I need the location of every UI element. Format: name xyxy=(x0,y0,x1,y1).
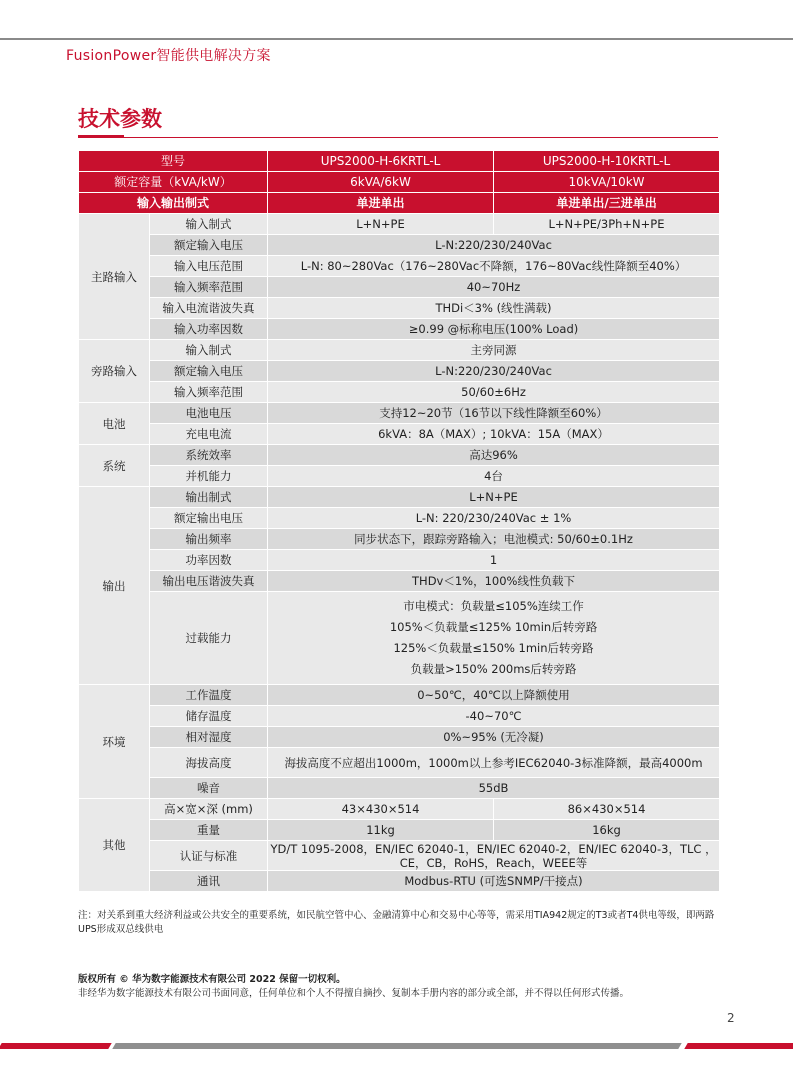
row-value: 0%~95% (无冷凝) xyxy=(268,727,720,748)
row-label: 输入功率因数 xyxy=(150,319,268,340)
table-row xyxy=(79,685,720,706)
io-label: 输入输出制式 xyxy=(79,193,268,214)
row-value: 高达96% xyxy=(268,445,720,466)
header-model-label: 型号 xyxy=(79,151,268,172)
row-value: L-N: 220/230/240Vac ± 1% xyxy=(268,508,720,529)
row-value: 主旁同源 xyxy=(268,340,720,361)
category-other: 其他 xyxy=(79,799,150,892)
row-label: 认证与标准 xyxy=(150,841,268,871)
table-row xyxy=(79,550,720,571)
row-label: 输入频率范围 xyxy=(150,382,268,403)
table-row xyxy=(79,361,720,382)
table-row xyxy=(79,340,720,361)
row-label: 相对湿度 xyxy=(150,727,268,748)
table-row xyxy=(79,820,720,841)
row-label: 输入制式 xyxy=(150,214,268,235)
row-label: 输出频率 xyxy=(150,529,268,550)
table-row xyxy=(79,235,720,256)
overload-line: 125%＜负载量≤150% 1min后转旁路 xyxy=(393,641,594,655)
table-row xyxy=(79,256,720,277)
table-row xyxy=(79,466,720,487)
row-label: 高×宽×深 (mm) xyxy=(150,799,268,820)
row-label: 重量 xyxy=(150,820,268,841)
category-bypass-input: 旁路输入 xyxy=(79,340,150,403)
category-environment: 环境 xyxy=(79,685,150,799)
table-row xyxy=(79,298,720,319)
table-row xyxy=(79,445,720,466)
table-row xyxy=(79,706,720,727)
row-value: 1 xyxy=(268,550,720,571)
row-label: 输入电压范围 xyxy=(150,256,268,277)
row-value: ≥0.99 @标称电压(100% Load) xyxy=(268,319,720,340)
row-value: THDi＜3% (线性满载) xyxy=(268,298,720,319)
row-value-b: 16kg xyxy=(494,820,720,841)
table-row xyxy=(79,403,720,424)
row-label: 海拔高度 xyxy=(150,748,268,778)
row-value: 同步状态下，跟踪旁路输入；电池模式: 50/60±0.1Hz xyxy=(268,529,720,550)
title-rule xyxy=(78,137,718,138)
row-value: THDv＜1%，100%线性负载下 xyxy=(268,571,720,592)
table-row xyxy=(79,871,720,892)
copyright-line: 版权所有 © 华为数字能源技术有限公司 2022 保留一切权利。 xyxy=(78,974,346,985)
row-value: -40~70℃ xyxy=(268,706,720,727)
table-row xyxy=(79,382,720,403)
table-row xyxy=(79,778,720,799)
table-row xyxy=(79,172,720,193)
table-row xyxy=(79,748,720,778)
row-value: 支持12~20节（16节以下线性降额至60%） xyxy=(268,403,720,424)
row-value: 4台 xyxy=(268,466,720,487)
row-label: 输入电流谐波失真 xyxy=(150,298,268,319)
copyright-notice: 非经华为数字能源技术有限公司书面同意，任何单位和个人不得擅自摘抄、复制本手册内容的部分或全部，并不得以任何形式传播。 xyxy=(78,988,630,999)
table-row xyxy=(79,214,720,235)
overload-line: 105%＜负载量≤125% 10min后转旁路 xyxy=(389,620,598,634)
footer-stripe-red xyxy=(0,1043,112,1049)
table-row xyxy=(79,508,720,529)
capacity-label: 额定容量（kVA/kW） xyxy=(79,172,268,193)
row-value: 50/60±6Hz xyxy=(268,382,720,403)
row-value-b: L+N+PE/3Ph+N+PE xyxy=(494,214,720,235)
row-value: 6kVA：8A（MAX）; 10kVA：15A（MAX） xyxy=(268,424,720,445)
io-a: 单进单出 xyxy=(268,193,494,214)
overload-line: 负载量>150% 200ms后转旁路 xyxy=(410,662,577,676)
section-title: 技术参数 xyxy=(78,107,162,131)
row-label: 输入制式 xyxy=(150,340,268,361)
row-value: L-N:220/230/240Vac xyxy=(268,235,720,256)
table-row xyxy=(79,799,720,820)
footer-band xyxy=(0,1038,793,1052)
row-label: 储存温度 xyxy=(150,706,268,727)
page-number: 2 xyxy=(727,1011,735,1025)
capacity-a: 6kVA/6kW xyxy=(268,172,494,193)
row-label: 输入频率范围 xyxy=(150,277,268,298)
table-row xyxy=(79,841,720,871)
copyright-block xyxy=(78,973,718,1001)
category-main-input: 主路输入 xyxy=(79,214,150,340)
capacity-b: 10kVA/10kW xyxy=(494,172,720,193)
row-value: 0~50℃，40℃以上降额使用 xyxy=(268,685,720,706)
overload-line: 市电模式：负载量≤105%连续工作 xyxy=(403,599,584,613)
table-row xyxy=(79,277,720,298)
row-label: 电池电压 xyxy=(150,403,268,424)
row-value: 海拔高度不应超出1000m，1000m以上参考IEC62040-3标准降额，最高4000m xyxy=(268,748,720,778)
row-value-a: 11kg xyxy=(268,820,494,841)
row-value-b: 86×430×514 xyxy=(494,799,720,820)
table-row xyxy=(79,727,720,748)
table-row xyxy=(79,592,720,685)
table-row xyxy=(79,529,720,550)
row-value: Modbus-RTU (可选SNMP/干接点) xyxy=(268,871,720,892)
table-row xyxy=(79,193,720,214)
row-label: 输出电压谐波失真 xyxy=(150,571,268,592)
header-model-a: UPS2000-H-6KRTL-L xyxy=(268,151,494,172)
row-value-a: 43×430×514 xyxy=(268,799,494,820)
io-b: 单进单出/三进单出 xyxy=(494,193,720,214)
table-row xyxy=(79,487,720,508)
brand-title: FusionPower智能供电解决方案 xyxy=(66,48,271,64)
header-rule xyxy=(0,38,793,40)
table-row xyxy=(79,424,720,445)
table-row xyxy=(79,319,720,340)
row-label: 通讯 xyxy=(150,871,268,892)
spec-table xyxy=(78,150,720,892)
row-value: 55dB xyxy=(268,778,720,799)
row-value-a: L+N+PE xyxy=(268,214,494,235)
row-label: 系统效率 xyxy=(150,445,268,466)
footer-stripe-gray xyxy=(112,1043,681,1049)
row-label: 工作温度 xyxy=(150,685,268,706)
row-label: 噪音 xyxy=(150,778,268,799)
row-label: 额定输入电压 xyxy=(150,361,268,382)
row-value: 40~70Hz xyxy=(268,277,720,298)
category-battery: 电池 xyxy=(79,403,150,445)
row-label: 额定输入电压 xyxy=(150,235,268,256)
row-value: L-N: 80~280Vac（176~280Vac不降额，176~80Vac线性降额至40%） xyxy=(268,256,720,277)
row-value: L+N+PE xyxy=(268,487,720,508)
row-label: 充电电流 xyxy=(150,424,268,445)
category-output: 输出 xyxy=(79,487,150,685)
row-value: YD/T 1095-2008，EN/IEC 62040-1，EN/IEC 62040-2，EN/IEC 62040-3，TLC ，CE，CB，RoHS，Reach，WEEE等 xyxy=(268,841,720,871)
header-model-b: UPS2000-H-10KRTL-L xyxy=(494,151,720,172)
row-label: 额定输出电压 xyxy=(150,508,268,529)
table-row xyxy=(79,571,720,592)
footnote: 注：对关系到重大经济利益或公共安全的重要系统，如民航空管中心、金融清算中心和交易中心等等，需采用TIA942规定的T3或者T4供电等级，即两路UPS形成双总线供电 xyxy=(78,910,715,935)
row-label: 过载能力 xyxy=(150,592,268,685)
overload-values xyxy=(268,592,720,685)
category-system: 系统 xyxy=(79,445,150,487)
row-label: 功率因数 xyxy=(150,550,268,571)
table-row xyxy=(79,151,720,172)
footer-stripe-red xyxy=(684,1043,793,1049)
row-label: 输出制式 xyxy=(150,487,268,508)
row-label: 并机能力 xyxy=(150,466,268,487)
row-value: L-N:220/230/240Vac xyxy=(268,361,720,382)
